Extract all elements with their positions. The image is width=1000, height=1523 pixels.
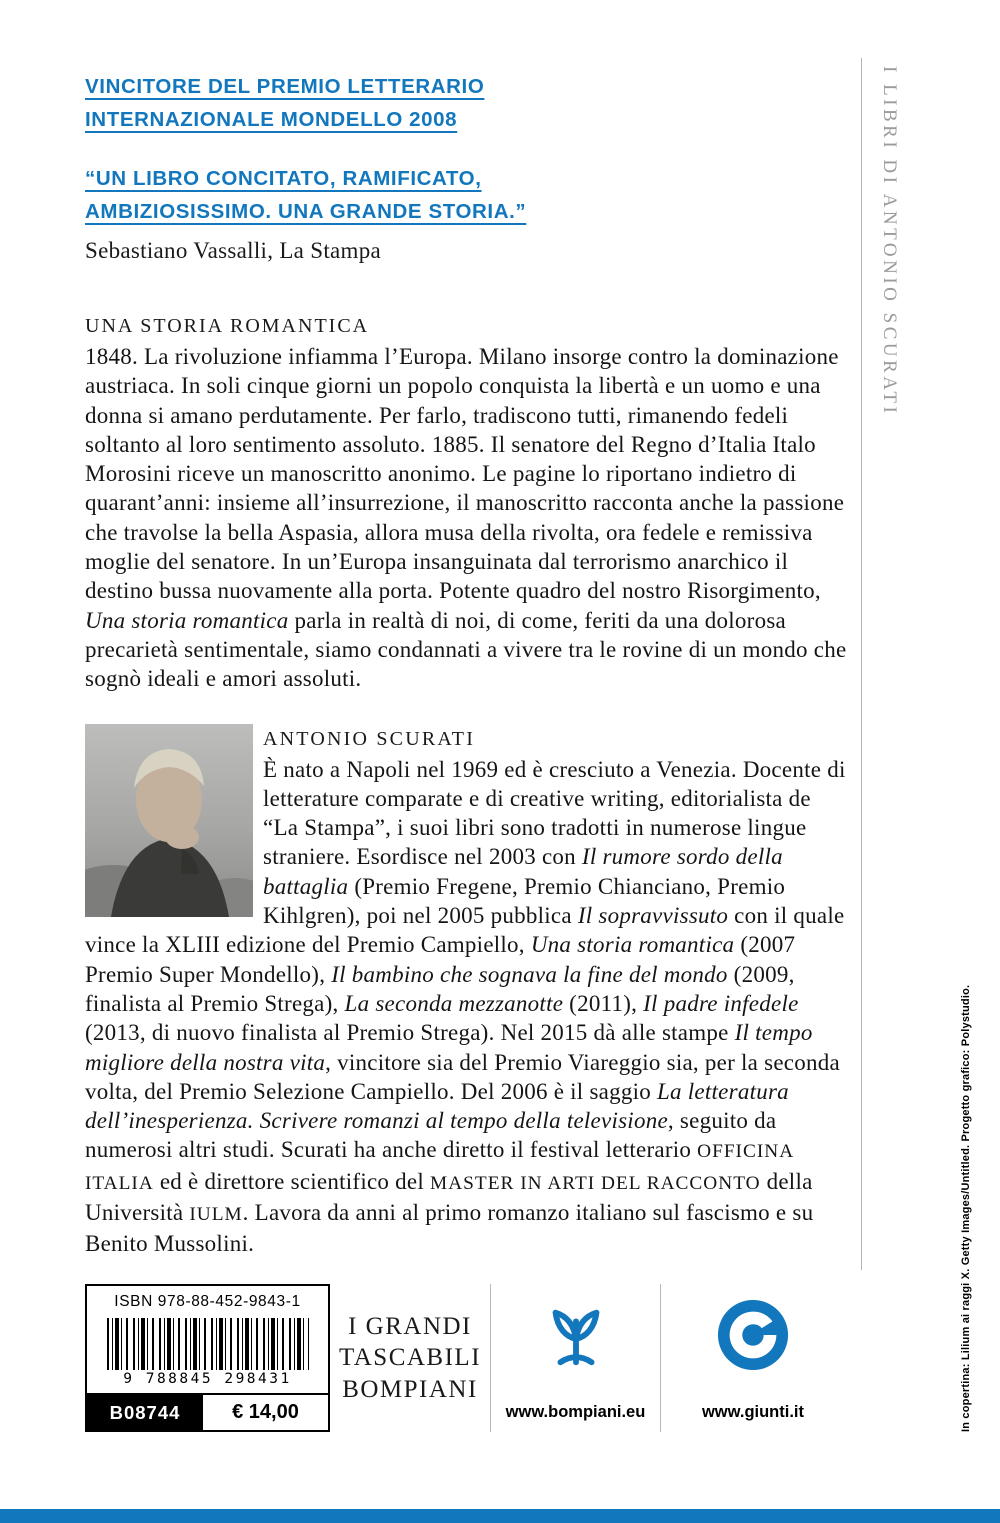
author-photo [85,724,253,917]
giunti-logo-icon [716,1298,790,1372]
footer-strip [85,1284,845,1432]
vertical-divider-rule [861,58,862,1270]
cover-credits: In copertina: Lilium ai raggi X. Getty Images/Untitled. Progetto grafico: Polystudio. [960,984,972,1432]
quote-attribution: Sebastiano Vassalli, La Stampa [85,238,382,263]
main-column [85,0,847,1259]
author-name: ANTONIO SCURATI [263,727,476,750]
barcode [107,1318,309,1370]
synopsis-text: 1848. La rivoluzione infiamma l’Europa. Milano insorge contro la dominazione austriaca. In soli cinque giorni un popolo conquista la libertà e un uomo e una donna si amano perdutamente. Per farlo, tradiscono tutti, rimanendo fedeli soltanto al loro sentimento assoluto. 1885. Il senatore del Regno d’Italia Italo Morosini riceve un manoscritto anonimo. Le pagine lo riportano indietro di quarant’anni: insieme all’insurrezione, il manoscritto racconta anche la passione che travolse la bella Aspasia, allora musa della rivolta, ora fedele e remissiva moglie del senatore. In un’Europa insanguinata dal terrorismo anarchico il destino bussa nuovamente alla porta. Potente quadro del nostro Risorgimento, Una storia romantica parla in realtà di noi, di come, feriti da una dolorosa precarietà sentimentale, siamo condannati a vivere tra le rovine di un mondo che sognò ideali e amori assoluti. [85,344,847,692]
book-title-heading: UNA STORIA ROMANTICA [85,315,370,337]
series-imprint-line-3: BOMPIANI [342,1375,478,1403]
barcode-block [85,1284,330,1432]
bompiani-logo-icon [539,1298,613,1372]
barcode-digits: 9 788845 298431 [123,1371,292,1387]
quote-line-1: “UN LIBRO CONCITATO, RAMIFICATO, [85,167,482,190]
synopsis-section [85,315,847,694]
bottom-accent-bar [0,1509,1000,1523]
award-banner [85,70,847,136]
isbn-label: ISBN 978-88-452-9843-1 [114,1293,301,1310]
series-imprint-line-1: I GRANDI [348,1312,472,1340]
bompiani-block [490,1284,660,1432]
giunti-block [660,1284,845,1432]
series-spine-title: I LIBRI DI ANTONIO SCURATI [879,66,900,417]
price-row [85,1395,330,1432]
isbn-box [85,1284,330,1395]
series-imprint-line-2: TASCABILI [338,1344,482,1372]
giunti-url: www.giunti.it [701,1403,805,1421]
author-portrait-placeholder [85,724,253,917]
series-imprint [330,1284,490,1432]
quote-line-2: AMBIZIOSISSIMO. UNA GRANDE STORIA.” [85,200,527,223]
award-line-2: INTERNAZIONALE MONDELLO 2008 [85,108,458,131]
author-section [85,724,847,1259]
price: € 14,00 [232,1401,299,1423]
author-bio: ANTONIO SCURATI È nato a Napoli nel 1969 ed è cresciuto a Venezia. Docente di letterature comparate e di creative writing, editorialista de “La Stampa”, i suoi libri sono tradotti in numerose lingue straniere. Esordisce nel 2003 con Il rumore sordo della battaglia (Premio Fregene, Premio Chianciano, Premio Kihlgren), poi nel 2005 pubblica Il sopravvissuto con il quale vince la XLIII edizione del Premio Campiello, Una storia romantica (2007 Premio Super Mondello), Il bambino che sognava la fine del mondo (2009, finalista al Premio Strega), La seconda mezzanotte (2011), Il padre infedele (2013, di nuovo finalista al Premio Strega). Nel 2015 dà alle stampe Il tempo migliore della nostra vita, vincitore sia del Premio Viareggio sia, per la seconda volta, del Premio Selezione Campiello. Del 2006 è il saggio La letteratura dell’inesperienza. Scrivere romanzi al tempo della televisione, seguito da numerosi altri studi. Scurati ha anche diretto il festival letterario OFFICINA ITALIA ed è direttore scientifico del MASTER IN ARTI DEL RACCONTO della Università IULM. Lavora da anni al primo romanzo italiano sul fascismo e su Benito Mussolini. [85,724,847,1259]
bompiani-url: www.bompiani.eu [505,1403,646,1421]
award-line-1: VINCITORE DEL PREMIO LETTERARIO [85,75,485,98]
review-quote [85,162,847,267]
product-code: B08744 [87,1395,203,1430]
